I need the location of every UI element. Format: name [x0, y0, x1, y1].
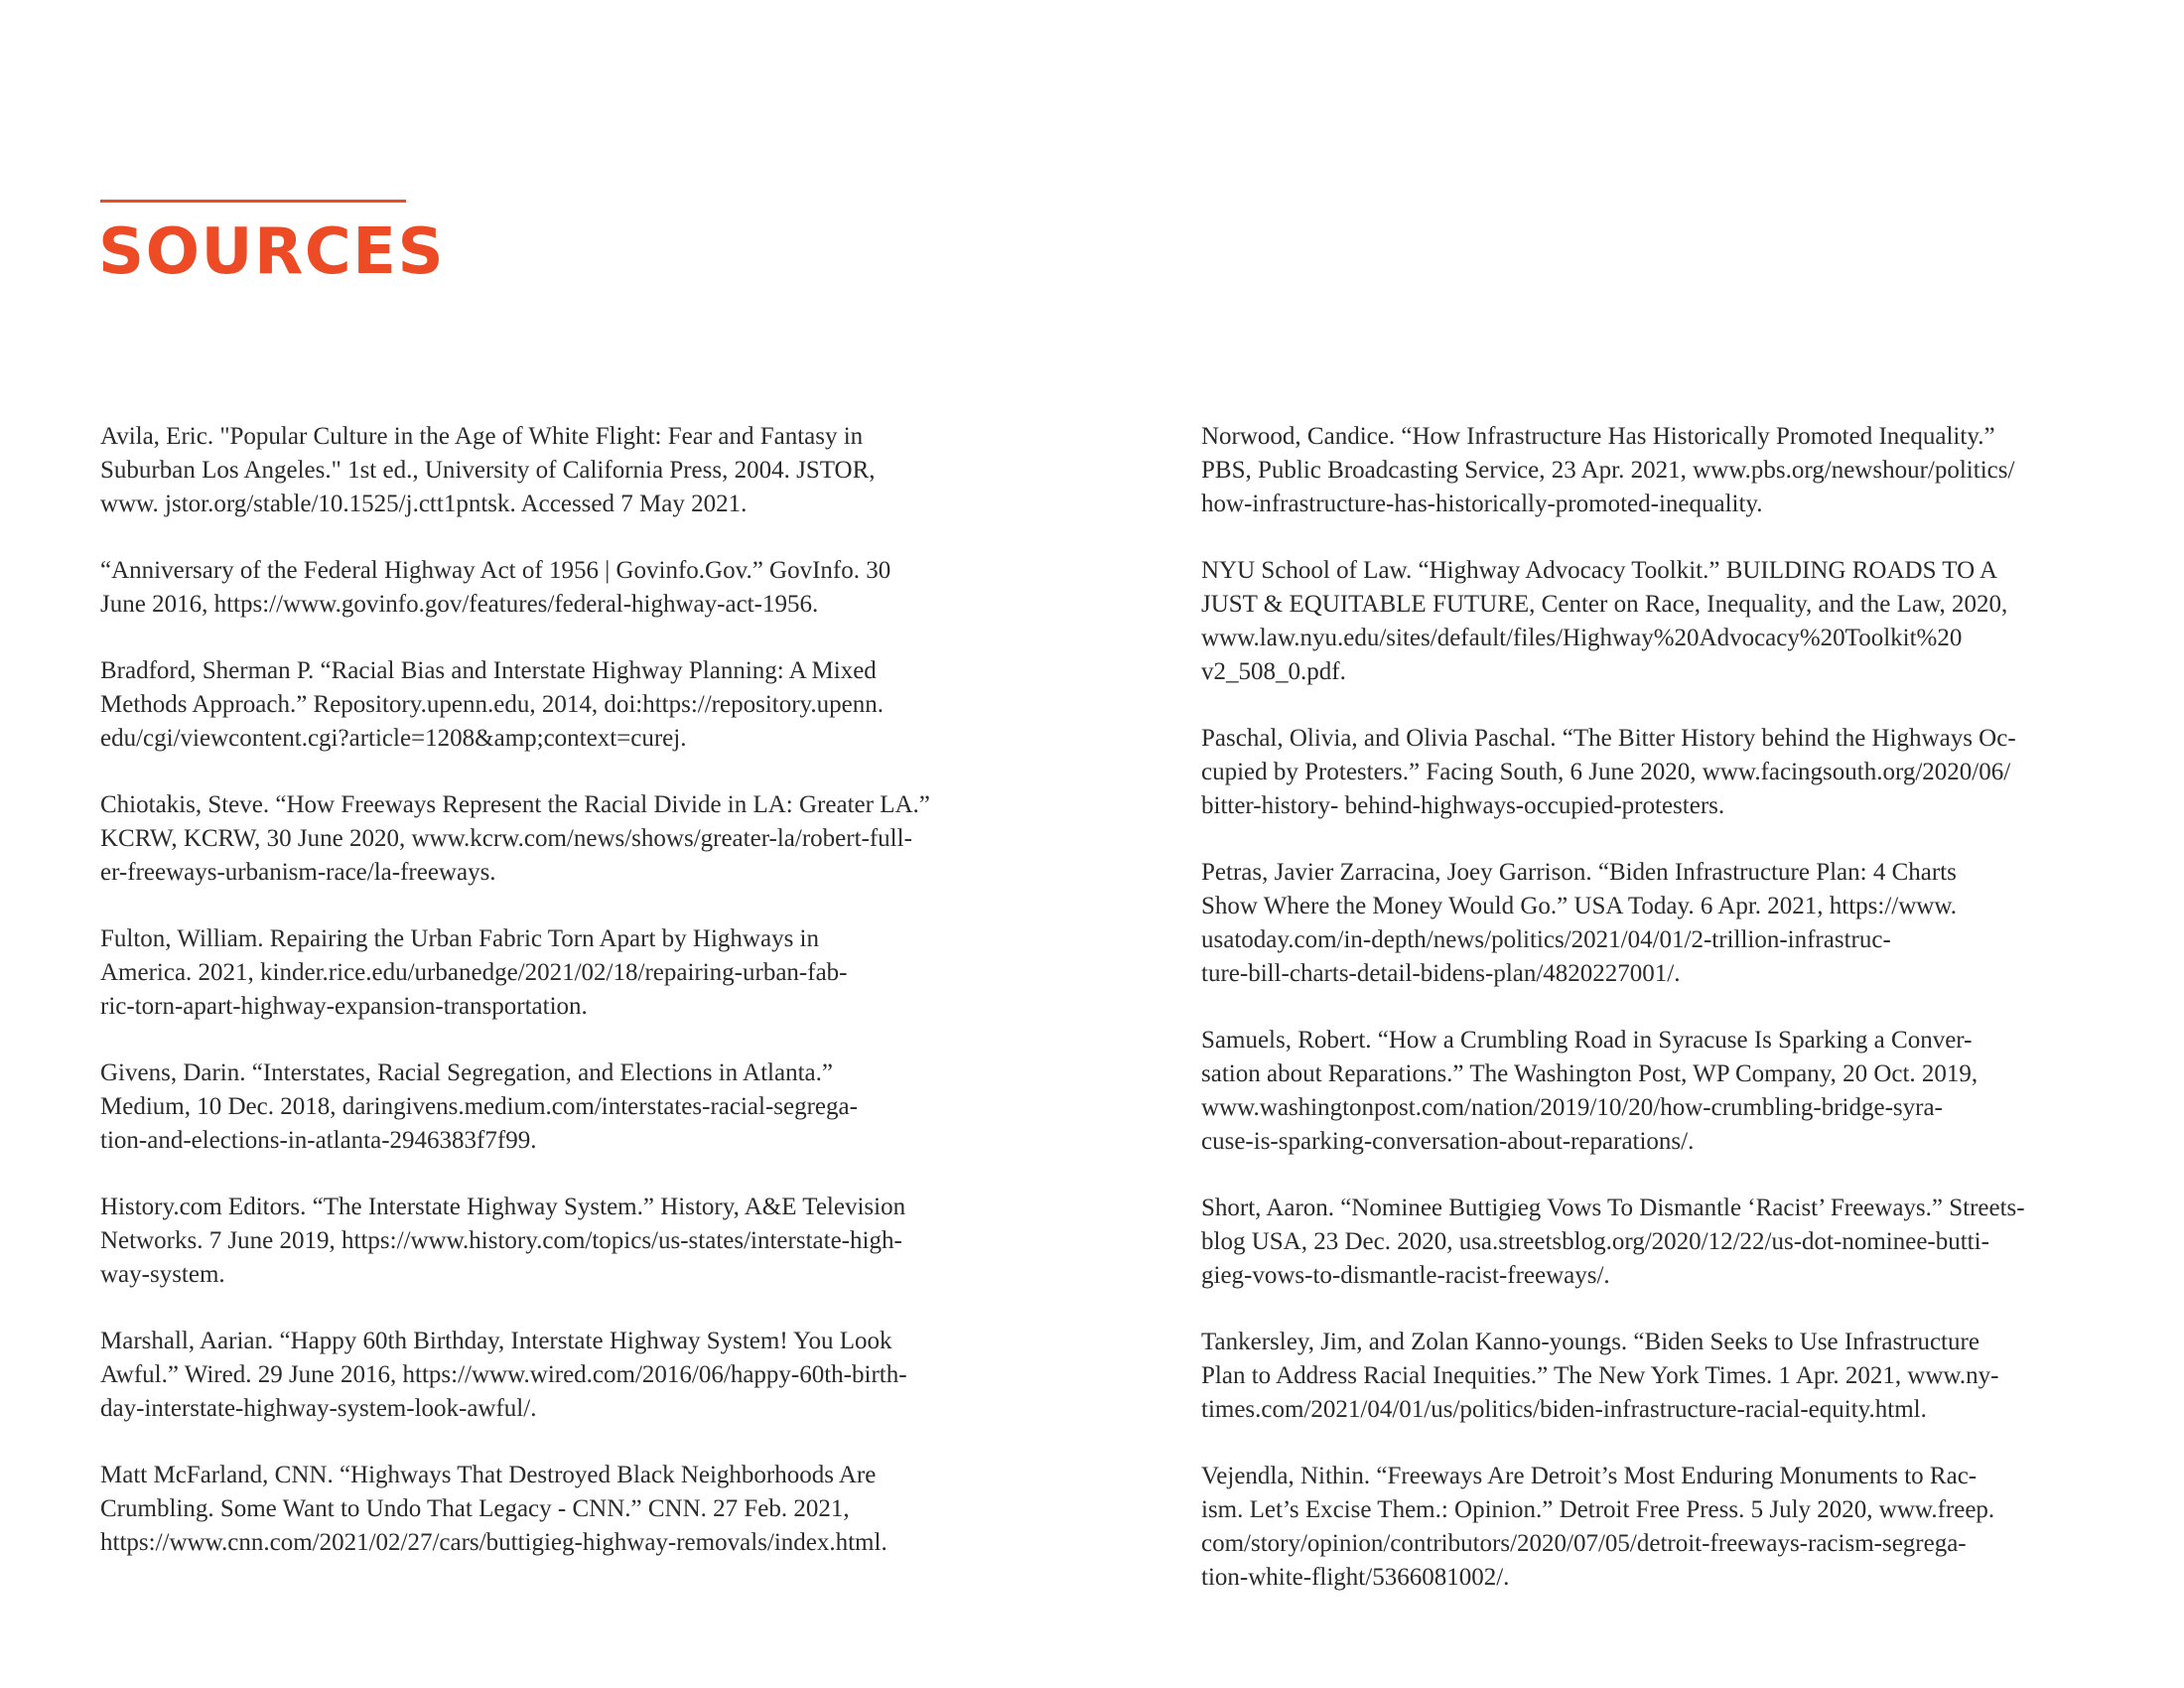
source-line: Givens, Darin. “Interstates, Racial Segregation, and Elections in Atlanta.”: [100, 1059, 833, 1086]
source-line: sation about Reparations.” The Washington Post, WP Company, 20 Oct. 2019,: [1201, 1060, 1979, 1087]
source-line: Plan to Address Racial Inequities.” The New York Times. 1 Apr. 2021, www.ny-: [1201, 1362, 1999, 1389]
source-line: Matt McFarland, CNN. “Highways That Destroyed Black Neighborhoods Are: [100, 1462, 877, 1488]
source-line: com/story/opinion/contributors/2020/07/05/detroit-freeways-racism-segrega-: [1201, 1530, 1967, 1557]
source-line: v2_508_0.pdf.: [1201, 658, 1346, 685]
source-entry: [1201, 420, 2110, 521]
source-entry: [100, 788, 1009, 890]
source-line: way-system.: [100, 1261, 225, 1288]
source-line: Tankersley, Jim, and Zolan Kanno-youngs. “Biden Seeks to Use Infrastructure: [1201, 1329, 1979, 1355]
source-line: edu/cgi/viewcontent.cgi?article=1208&amp;context=curej.: [100, 725, 687, 752]
source-line: Samuels, Robert. “How a Crumbling Road in Syracuse Is Sparking a Conver-: [1201, 1027, 1973, 1054]
source-line: tion-white-flight/5366081002/.: [1201, 1564, 1510, 1591]
source-entry: [1201, 856, 2110, 991]
source-entry: [1201, 1460, 2110, 1595]
source-entry: [100, 654, 1009, 756]
source-entry: [100, 1459, 1009, 1560]
source-line: America. 2021, kinder.rice.edu/urbanedge/2021/02/18/repairing-urban-fab-: [100, 959, 848, 986]
sources-column-left: [100, 420, 1009, 1593]
source-line: Crumbling. Some Want to Undo That Legacy - CNN.” CNN. 27 Feb. 2021,: [100, 1495, 850, 1522]
source-line: Suburban Los Angeles." 1st ed., University of California Press, 2004. JSTOR,: [100, 457, 876, 484]
title-accent-rule: [100, 200, 406, 203]
page-title: SOURCES: [98, 215, 446, 289]
source-entry: [100, 420, 1009, 521]
source-line: how-infrastructure-has-historically-promoted-inequality.: [1201, 491, 1763, 517]
source-line: blog USA, 23 Dec. 2020, usa.streetsblog.org/2020/12/22/us-dot-nominee-butti-: [1201, 1228, 1989, 1255]
source-line: er-freeways-urbanism-race/la-freeways.: [100, 859, 496, 886]
source-line: gieg-vows-to-dismantle-racist-freeways/.: [1201, 1262, 1610, 1289]
source-line: usatoday.com/in-depth/news/politics/2021/04/01/2-trillion-infrastruc-: [1201, 926, 1891, 953]
source-line: Methods Approach.” Repository.upenn.edu, 2014, doi:https://repository.upenn.: [100, 691, 885, 718]
source-line: www. jstor.org/stable/10.1525/j.ctt1pntsk. Accessed 7 May 2021.: [100, 491, 748, 517]
source-line: “Anniversary of the Federal Highway Act of 1956 | Govinfo.Gov.” GovInfo. 30: [100, 557, 891, 584]
source-entry: [100, 554, 1009, 622]
source-entry: [1201, 554, 2110, 689]
source-line: ric-torn-apart-highway-expansion-transportation.: [100, 993, 588, 1020]
source-line: Paschal, Olivia, and Olivia Paschal. “The Bitter History behind the Highways Oc-: [1201, 725, 2016, 752]
source-line: day-interstate-highway-system-look-awful/.: [100, 1395, 537, 1422]
source-entry: [100, 1056, 1009, 1158]
source-line: NYU School of Law. “Highway Advocacy Toolkit.” BUILDING ROADS TO A: [1201, 557, 1998, 584]
source-line: JUST & EQUITABLE FUTURE, Center on Race, Inequality, and the Law, 2020,: [1201, 591, 2008, 618]
source-line: History.com Editors. “The Interstate Highway System.” History, A&E Television: [100, 1194, 906, 1220]
source-line: https://www.cnn.com/2021/02/27/cars/buttigieg-highway-removals/index.html.: [100, 1529, 887, 1556]
source-line: www.law.nyu.edu/sites/default/files/Highway%20Advocacy%20Toolkit%20: [1201, 625, 1963, 651]
source-entry: [100, 1325, 1009, 1426]
source-line: Show Where the Money Would Go.” USA Today. 6 Apr. 2021, https://www.: [1201, 893, 1958, 919]
source-line: times.com/2021/04/01/us/politics/biden-infrastructure-racial-equity.html.: [1201, 1396, 1927, 1423]
source-line: Short, Aaron. “Nominee Buttigieg Vows To Dismantle ‘Racist’ Freeways.” Streets-: [1201, 1195, 2025, 1221]
source-line: KCRW, KCRW, 30 June 2020, www.kcrw.com/news/shows/greater-la/robert-full-: [100, 825, 912, 852]
source-line: cupied by Protesters.” Facing South, 6 June 2020, www.facingsouth.org/2020/06/: [1201, 759, 2011, 785]
source-line: Fulton, William. Repairing the Urban Fabric Torn Apart by Highways in: [100, 925, 819, 952]
source-line: www.washingtonpost.com/nation/2019/10/20/how-crumbling-bridge-syra-: [1201, 1094, 1943, 1121]
source-line: Marshall, Aarian. “Happy 60th Birthday, Interstate Highway System! You Look: [100, 1328, 892, 1354]
source-line: Networks. 7 June 2019, https://www.history.com/topics/us-states/interstate-high-: [100, 1227, 902, 1254]
source-line: Norwood, Candice. “How Infrastructure Has Historically Promoted Inequality.”: [1201, 423, 1995, 450]
source-entry: [1201, 1192, 2110, 1293]
source-line: Petras, Javier Zarracina, Joey Garrison. “Biden Infrastructure Plan: 4 Charts: [1201, 859, 1957, 886]
source-entry: [1201, 1326, 2110, 1427]
source-line: PBS, Public Broadcasting Service, 23 Apr. 2021, www.pbs.org/newshour/politics/: [1201, 457, 2015, 484]
source-line: ture-bill-charts-detail-bidens-plan/4820227001/.: [1201, 960, 1681, 987]
source-line: Chiotakis, Steve. “How Freeways Represent the Racial Divide in LA: Greater LA.”: [100, 791, 930, 818]
source-line: June 2016, https://www.govinfo.gov/features/federal-highway-act-1956.: [100, 591, 819, 618]
source-line: cuse-is-sparking-conversation-about-reparations/.: [1201, 1128, 1695, 1155]
source-line: Vejendla, Nithin. “Freeways Are Detroit’s Most Enduring Monuments to Rac-: [1201, 1463, 1978, 1489]
source-entry: [100, 922, 1009, 1024]
source-line: Medium, 10 Dec. 2018, daringivens.medium.com/interstates-racial-segrega-: [100, 1093, 858, 1120]
source-entry: [1201, 1024, 2110, 1159]
source-line: Bradford, Sherman P. “Racial Bias and Interstate Highway Planning: A Mixed: [100, 657, 877, 684]
source-line: tion-and-elections-in-atlanta-2946383f7f99.: [100, 1127, 537, 1154]
source-line: Awful.” Wired. 29 June 2016, https://www.wired.com/2016/06/happy-60th-birth-: [100, 1361, 907, 1388]
source-line: ism. Let’s Excise Them.: Opinion.” Detroit Free Press. 5 July 2020, www.freep.: [1201, 1496, 1995, 1523]
sources-column-right: [1201, 420, 2110, 1627]
source-line: Avila, Eric. "Popular Culture in the Age of White Flight: Fear and Fantasy in: [100, 423, 864, 450]
source-entry: [1201, 722, 2110, 823]
source-line: bitter-history- behind-highways-occupied-protesters.: [1201, 792, 1725, 819]
source-entry: [100, 1191, 1009, 1292]
